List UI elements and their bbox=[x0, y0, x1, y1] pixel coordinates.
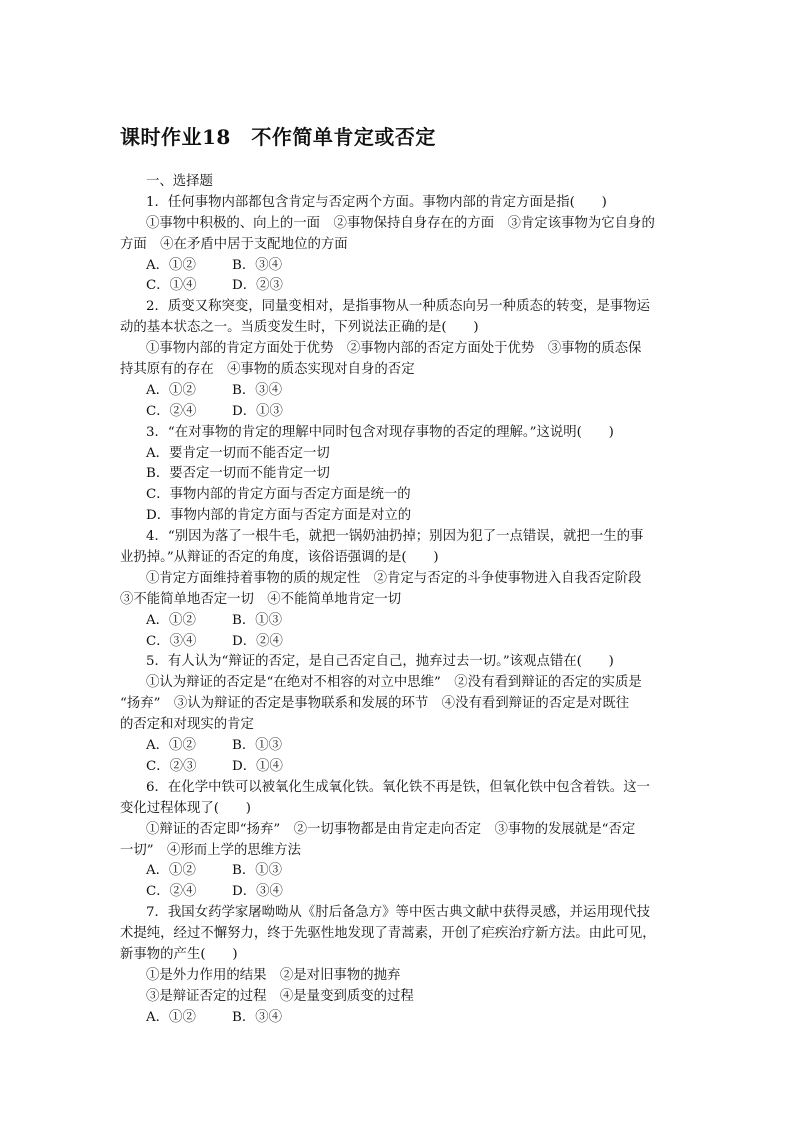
option-c[interactable]: C．②④ bbox=[146, 403, 197, 419]
option-row bbox=[120, 632, 678, 653]
option-row bbox=[120, 381, 678, 402]
option-c[interactable]: C．③④ bbox=[146, 633, 197, 649]
statement-line: ①辩证的否定即“扬弃” ②一切事物都是由肯定走向否定 ③事物的发展就是“否定 bbox=[146, 821, 636, 837]
option-row bbox=[120, 402, 678, 423]
statement-line: 持其原有的存在 ④事物的质态实现对自身的否定 bbox=[120, 362, 415, 378]
option-c[interactable]: C．②③ bbox=[146, 758, 197, 774]
option-a[interactable]: A．①② bbox=[146, 612, 196, 628]
option-row bbox=[120, 736, 678, 757]
option-b[interactable]: B．①③ bbox=[232, 863, 283, 879]
question-stem: 2．质变又称突变，同量变相对，是指事物从一种质态向另一种质态的转变，是事物运 bbox=[146, 299, 650, 315]
option-a[interactable]: A．①② bbox=[146, 257, 196, 273]
option-c[interactable]: C．①④ bbox=[146, 278, 197, 294]
statement-line: ③不能简单地否定一切 ④不能简单地肯定一切 bbox=[120, 591, 402, 607]
question-6 bbox=[120, 778, 678, 903]
question-list bbox=[120, 172, 678, 1029]
question-7 bbox=[120, 903, 678, 1028]
statement-line: ③是辩证否定的过程 ④是量变到质变的过程 bbox=[146, 988, 414, 1004]
option-a[interactable]: A．①② bbox=[146, 1009, 196, 1025]
option-d[interactable]: D．②③ bbox=[232, 278, 283, 294]
option-d[interactable]: D．①④ bbox=[232, 758, 283, 774]
option-d[interactable]: D．③④ bbox=[232, 884, 283, 900]
option-row bbox=[120, 861, 678, 882]
option-row bbox=[120, 256, 678, 277]
option-b[interactable]: B．③④ bbox=[232, 382, 283, 398]
option-row bbox=[120, 276, 678, 297]
option-a[interactable]: A．①② bbox=[146, 863, 196, 879]
question-stem: 动的基本状态之一。当质变发生时，下列说法正确的是( ) bbox=[120, 320, 479, 336]
question-stem: 1．任何事物内部都包含肯定与否定两个方面。事物内部的肯定方面是指( ) bbox=[146, 194, 607, 210]
statement-line: ①是外力作用的结果 ②是对旧事物的抛弃 bbox=[146, 967, 401, 983]
question-stem: 6．在化学中铁可以被氧化生成氧化铁。氧化铁不再是铁，但氧化铁中包含着铁。这一 bbox=[146, 779, 650, 795]
option-b[interactable]: B．③④ bbox=[232, 1009, 283, 1025]
question-1 bbox=[120, 193, 678, 297]
option-b[interactable]: B．①③ bbox=[232, 738, 283, 754]
question-stem: 3．“在对事物的肯定的理解中同时包含对现存事物的否定的理解。”这说明( ) bbox=[146, 424, 614, 440]
statement-line: 的否定和对现实的肯定 bbox=[120, 717, 254, 733]
section-heading: 一、选择题 bbox=[146, 174, 213, 189]
statement-line: “扬弃” ③认为辩证的否定是事物联系和发展的环节 ④没有看到辩证的否定是对既往 bbox=[120, 696, 630, 712]
option-a[interactable]: A．①② bbox=[146, 382, 196, 398]
option-d[interactable]: D．事物内部的肯定方面与否定方面是对立的 bbox=[146, 508, 412, 524]
statement-line: ①认为辩证的否定是“在绝对不相容的对立中思维” ②没有看到辩证的否定的实质是 bbox=[146, 675, 642, 691]
option-d[interactable]: D．②④ bbox=[232, 633, 283, 649]
question-4 bbox=[120, 527, 678, 652]
option-d[interactable]: D．①③ bbox=[232, 403, 283, 419]
option-c[interactable]: C．②④ bbox=[146, 884, 197, 900]
statement-line: ①事物内部的肯定方面处于优势 ②事物内部的否定方面处于优势 ③事物的质态保 bbox=[146, 341, 642, 357]
statement-line: ①事物中积极的、向上的一面 ②事物保持自身存在的方面 ③肯定该事物为它自身的 bbox=[146, 215, 655, 231]
question-stem: 5．有人认为“辩证的否定，是自己否定自己，抛弃过去一切。”该观点错在( ) bbox=[146, 654, 614, 670]
page-title: 课时作业18 不作简单肯定或否定 bbox=[120, 125, 436, 149]
statement-line: 方面 ④在矛盾中居于支配地位的方面 bbox=[120, 236, 348, 252]
question-stem: 业扔掉。”从辩证的否定的角度，该俗语强调的是( ) bbox=[120, 550, 439, 566]
question-stem: 新事物的产生( ) bbox=[120, 946, 238, 962]
option-b[interactable]: B．要否定一切而不能肯定一切 bbox=[146, 466, 330, 482]
question-stem: 4．“别因为落了一根牛毛，就把一锅奶油扔掉；别因为犯了一点错误，就把一生的事 bbox=[146, 529, 644, 545]
question-stem: 术提纯，经过不懈努力，终于先驱性地发现了青蒿素，开创了疟疾治疗新方法。由此可见， bbox=[120, 926, 656, 942]
option-row bbox=[120, 757, 678, 778]
option-row bbox=[120, 611, 678, 632]
statement-line: ①肯定方面维持着事物的质的规定性 ②肯定与否定的斗争使事物进入自我否定阶段 bbox=[146, 570, 642, 586]
question-stem: 变化过程体现了( ) bbox=[120, 800, 251, 816]
question-2 bbox=[120, 297, 678, 422]
option-row bbox=[120, 1008, 678, 1029]
option-b[interactable]: B．①③ bbox=[232, 612, 283, 628]
statement-line: 一切” ④形而上学的思维方法 bbox=[120, 842, 301, 858]
question-stem: 7．我国女药学家屠呦呦从《肘后备急方》等中医古典文献中获得灵感，并运用现代技 bbox=[146, 905, 650, 921]
question-3 bbox=[120, 423, 678, 527]
option-a[interactable]: A．①② bbox=[146, 738, 196, 754]
option-c[interactable]: C．事物内部的肯定方面与否定方面是统一的 bbox=[146, 487, 411, 503]
option-b[interactable]: B．③④ bbox=[232, 257, 283, 273]
option-a[interactable]: A．要肯定一切而不能否定一切 bbox=[146, 445, 330, 461]
option-row bbox=[120, 882, 678, 903]
question-5 bbox=[120, 652, 678, 777]
